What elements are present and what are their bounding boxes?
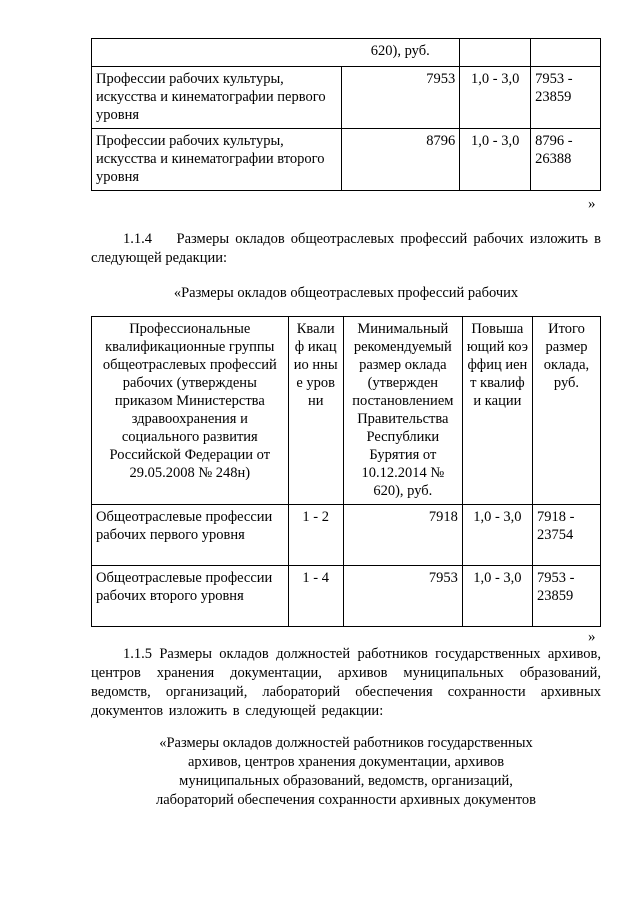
section-number: 1.1.4 xyxy=(123,231,152,247)
table-title: «Размеры окладов общеотраслевых профессий рабочих xyxy=(173,285,519,301)
table-cell: Общеотраслевые профессии рабочих первого уровня xyxy=(92,505,289,566)
table-cell: 7953 - 23859 xyxy=(532,566,600,627)
table-header-row xyxy=(92,317,601,505)
table-cell: 7953 xyxy=(341,67,460,129)
heading-line: архивов, центров хранения документации, архивов xyxy=(187,754,505,770)
header-group: Профессиональные квалификационные группы общеотраслевых профессий рабочих (утверждены приказом Министерства здравоохранения и социального развития Российской Федерации от 29.05.2008 № 248н) xyxy=(92,317,289,505)
table-cell: 7953 - 23859 xyxy=(531,67,601,129)
header-total: Итого размер оклада, руб. xyxy=(532,317,600,505)
table-cell: 1,0 - 3,0 xyxy=(460,67,531,129)
table-cell: 1,0 - 3,0 xyxy=(462,505,532,566)
paragraph-1-1-5: 1.1.5 Размеры окладов должностей работников государственных архивов, центров хранения документации, архивов муниципальных образований, ведомств, организаций, лабораторий обеспечения сохранности архивных документов изложить в следующей редакции: xyxy=(91,646,601,719)
table-cell: 8796 - 26388 xyxy=(531,129,601,191)
table-cell: 1,0 - 3,0 xyxy=(460,129,531,191)
closing-quote: » xyxy=(588,196,596,212)
closing-quote: » xyxy=(588,629,596,645)
table-cell: 1 - 2 xyxy=(288,505,343,566)
paragraph-1-1-4 xyxy=(91,230,601,268)
table-cell: 7918 xyxy=(343,505,462,566)
table-cell: 7918 - 23754 xyxy=(532,505,600,566)
heading-line: «Размеры окладов должностей работников государственных xyxy=(159,735,533,751)
table-row xyxy=(92,566,601,627)
heading-line: лабораторий обеспечения сохранности архивных документов xyxy=(155,792,537,808)
table-continuation xyxy=(91,38,601,191)
table-worker-salaries xyxy=(91,316,601,627)
table-title-archives xyxy=(91,734,601,810)
table-row xyxy=(92,67,601,129)
table-cell: Профессии рабочих культуры, искусства и кинематографии второго уровня xyxy=(92,129,342,191)
table-cell: Общеотраслевые профессии рабочих второго уровня xyxy=(92,566,289,627)
table-row xyxy=(92,129,601,191)
header-min-salary: Минимальный рекомендуемый размер оклада (утвержден постановлением Правительства Республики Бурятия от 10.12.2014 № 620), руб. xyxy=(343,317,462,505)
table-cell: 8796 xyxy=(341,129,460,191)
table-cell: Профессии рабочих культуры, искусства и кинематографии первого уровня xyxy=(92,67,342,129)
header-level: Квалиф икацио нные уровни xyxy=(288,317,343,505)
heading-line: муниципальных образований, ведомств, организаций, xyxy=(179,773,513,789)
table-row xyxy=(92,39,601,67)
table-cell: 7953 xyxy=(343,566,462,627)
header-coef: Повыша ющий коэффиц иент квалифи кации xyxy=(462,317,532,505)
table-cell: 620), руб. xyxy=(341,39,460,67)
table-row xyxy=(92,505,601,566)
table-cell: 1,0 - 3,0 xyxy=(462,566,532,627)
table-cell: 1 - 4 xyxy=(288,566,343,627)
section-text: Размеры окладов общеотраслевых профессий рабочих изложить в следующей редакции: xyxy=(91,231,602,266)
